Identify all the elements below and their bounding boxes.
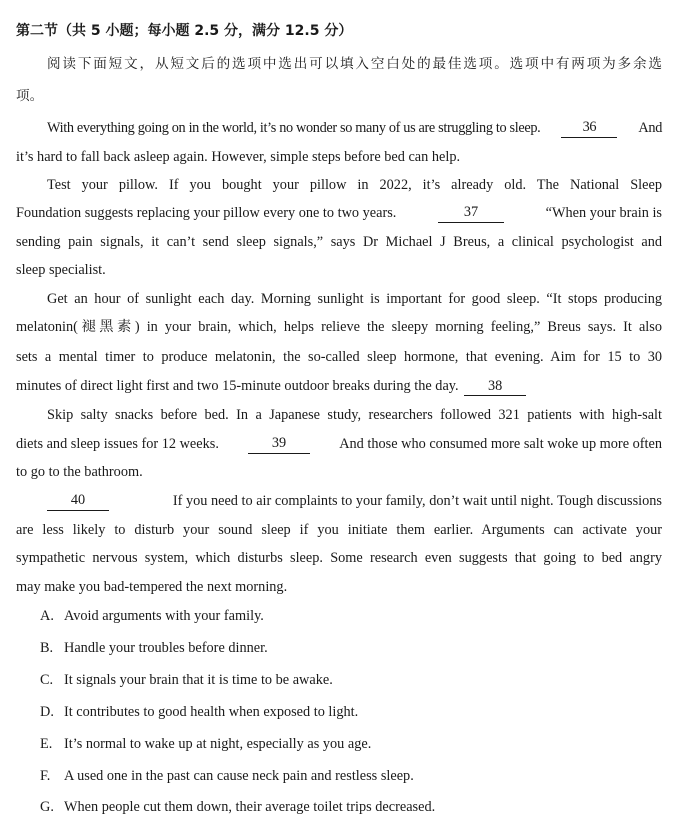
passage-line: Test your pillow. If you bought your pillow in 2022, it’s already old. The National Sleep: [47, 177, 662, 193]
option-a: [40, 606, 264, 626]
blank-36: 36: [561, 118, 617, 138]
option-b: [40, 638, 268, 658]
option-c: [40, 670, 333, 690]
passage-line: [16, 376, 662, 396]
option-f: [40, 766, 414, 786]
passage-text: Foundation suggests replacing your pillow every one to two years.: [16, 205, 397, 221]
option-text: When people cut them down, their average toilet trips decreased.: [64, 799, 436, 815]
option-letter: D.: [40, 704, 54, 720]
instruction-line-2: 项。: [16, 88, 44, 104]
option-letter: C.: [40, 672, 54, 688]
passage-text: And those who consumed more salt woke up more often: [339, 436, 662, 452]
passage-line: sympathetic nervous system, which disturbs sleep. Some research even suggests that going to bed angry: [16, 550, 662, 566]
option-letter: B.: [40, 640, 54, 656]
option-letter: E.: [40, 736, 53, 752]
option-text: A used one in the past can cause neck pain and restless sleep.: [64, 768, 414, 784]
passage-line: Get an hour of sunlight each day. Morning sunlight is important for good sleep. “It stops producing: [47, 291, 662, 307]
passage-text: minutes of direct light first and two 15-minute outdoor breaks during the day.: [16, 378, 459, 394]
passage-line: are less likely to disturb your sound sleep if you initiate them earlier. Arguments can activate your: [16, 522, 662, 538]
option-text: It contributes to good health when exposed to light.: [64, 704, 359, 720]
passage-line: [16, 203, 662, 223]
option-d: [40, 702, 358, 722]
option-letter: F.: [40, 768, 51, 784]
blank-39: 39: [248, 434, 310, 454]
passage-line: it’s hard to fall back asleep again. However, simple steps before bed can help.: [16, 149, 461, 165]
passage-line: may make you bad-tempered the next morning.: [16, 579, 288, 595]
passage-text: If you need to air complaints to your family, don’t wait until night. Tough discussions: [172, 493, 662, 509]
option-letter: G.: [40, 799, 54, 815]
passage-text: And: [638, 120, 662, 136]
passage-line: sleep specialist.: [16, 262, 106, 278]
option-text: Handle your troubles before dinner.: [64, 640, 268, 656]
blank-37: 37: [438, 203, 504, 223]
passage-text: With everything going on in the world, it’s no wonder so many of us are struggling to sleep.: [47, 120, 541, 136]
option-text: It signals your brain that it is time to be awake.: [64, 672, 333, 688]
option-letter: A.: [40, 608, 54, 624]
passage-line: sending pain signals, it can’t send sleep signals,” says Dr Michael J Breus, a clinical psychologist and: [16, 234, 662, 250]
blank-38: 38: [464, 377, 526, 396]
passage-line: [16, 434, 662, 454]
instruction-line-1: 阅读下面短文，从短文后的选项中选出可以填入空白处的最佳选项。选项中有两项为多余选: [47, 56, 662, 72]
option-text: Avoid arguments with your family.: [64, 608, 264, 624]
passage-line: melatonin(褪黑素) in your brain, which, helps relieve the sleepy morning feeling,” Breus says. It also: [16, 319, 662, 335]
passage-line: to go to the bathroom.: [16, 464, 143, 480]
option-e: [40, 734, 371, 754]
passage-text: diets and sleep issues for 12 weeks.: [16, 436, 219, 452]
option-text: It’s normal to wake up at night, especially as you age.: [64, 736, 372, 752]
passage-line: Skip salty snacks before bed. In a Japanese study, researchers followed 321 patients with high-salt: [47, 407, 662, 423]
section-title: 第二节（共 5 小题；每小题 2.5 分，满分 12.5 分）: [16, 23, 353, 39]
passage-text: “When your brain is: [545, 205, 662, 221]
passage-line: sets a mental timer to produce melatonin, the so-called sleep hormone, that evening. Aim for 15 to 30: [16, 349, 662, 365]
passage-line: [47, 491, 662, 511]
option-g: [40, 797, 435, 817]
blank-40: 40: [47, 491, 109, 511]
passage-line: [47, 118, 662, 138]
